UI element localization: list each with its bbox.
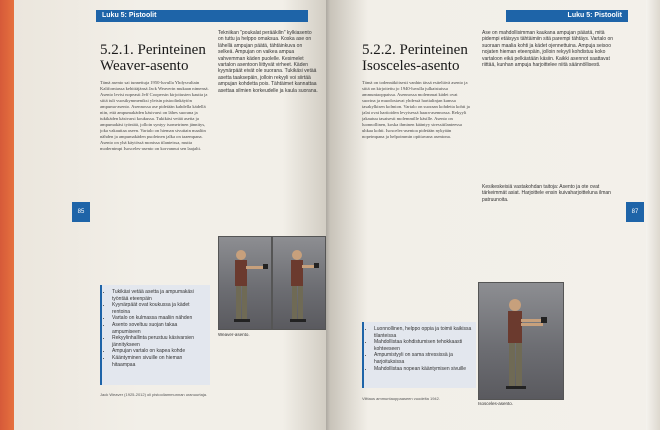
left-body-text: Tämä asento sai tunnettuja 1950-luvulla Yhdysvaltain Kaliforniassa kehittäjänsä Jack Weaverin mukaan nimensä. Asento levisi nopeasti Jeff Coopersin kirjoitusten kautta ja siitä tuli vuosikymmeniksi yleisin pistoolinkäytön ampuma-asento. Asennossa ase pidetään kahdella kädellä niin, että ampumakäden käsivarsi on lähes suorana ja tukikäden käsivarsi koukussa. Tukikäsi vetää asetta ja ampumakäsi työntää, jolloin syntyy isometrinen jännitys, joka vakauttaa aseen. Vartalo on hieman sivuttain maaliin nähden ja ampumakäden puoleinen jalka on taaempana. Asento on yhä käytössä monissa tilanteissa, mutta modernimpi Isosceles-asento on korvannut sen laajalti. [100, 80, 209, 151]
right-page-number-tab [626, 202, 644, 222]
right-chapter-header: Luku 5: Pistoolit [506, 10, 628, 22]
shooter-figure-icon [479, 283, 563, 399]
right-footnote: Viittaus ammuntaoppaaseen vuodelta 1942. [362, 396, 440, 401]
left-page-number: 85 [77, 209, 85, 215]
right-side-text-2: Kesikeskeisiä vastakohdan taitoja: Asento ja ote ovat tärkeimmät asiat. Harjoittele ensin kuivaharjoitteluna ilman patruunoita. [482, 184, 611, 203]
right-page-stack [646, 0, 660, 430]
list-item: • Rekyylinhallinta perustuu käsivarsien jännitykseen [112, 335, 206, 348]
list-item: • Ampujan vartalo on kapea kohde [112, 348, 206, 355]
left-photo-2 [272, 236, 326, 330]
list-item: • Mahdollistaa kohdistumisen tehokkaasti kohteeseen [374, 339, 472, 352]
right-section-title [362, 42, 502, 74]
left-summary-box [100, 285, 210, 385]
left-page-stack [0, 0, 14, 430]
right-side-text: Ase on mahdollisimman kaukana ampujan päästä, mitä pidempi etäisyys tähtäimiin sitä parempi tähtäys. Vartalo on suoraan maalia kohti ja kädet ojennettuina. Ampuja seisoo nojaten hieman eteenpäin, jolloin rekyyli kohdistuu koko vartaloon eikä pelkästään käsiin. Kaikki asennot saattavat riittää, kunhan ampuja harjoittelee niitä säännöllisesti. [482, 30, 614, 69]
shooter-figure-icon [219, 237, 271, 329]
list-item: • Tukikäsi vetää asetta ja ampumakäsi työntää eteenpäin [112, 289, 206, 302]
left-footnote: Jack Weaver (1925-2012) oli pistooliammunnan uranuurtaja. [100, 392, 208, 397]
left-page-number-tab [72, 202, 90, 222]
list-item: • Luonnollinen, helppo oppia ja toimii kaikissa tilanteissa [374, 326, 472, 339]
right-page-number: 87 [631, 209, 639, 215]
list-item: • Ampumistyyli on sama stressissä ja harjoituksissa [374, 352, 472, 365]
right-photo [478, 282, 564, 400]
right-title-line2: Isosceles-asento [362, 58, 460, 74]
list-item: • Kääntyminen sivuille on hieman hitaampaa [112, 355, 206, 368]
left-page [14, 0, 330, 430]
right-summary-list [364, 322, 476, 376]
right-summary-box [362, 322, 476, 388]
left-title-line2: Weaver-asento [100, 58, 189, 74]
left-side-text: Tekniikan "poukalat perääkilin" kylkiasento on tuttu ja helppo omaksua. Koska ase on lähellä ampujan päätä, tähtäinkuva on selkeä. Ampujan on vaikea ampua vahvemman käden puolelle. Kesimelet vartalon asentoon liittyvät virheet. Käden kyynärpäät eivät ole suorana. Tukikäsi vetää asetta taaksepäin, jolloin rekyyli voi siirtää ampujan kohdetta pois. Tähtäimet kannattaa asettaa silmien korkeudelle ja kaula suorana. [218, 30, 318, 94]
left-summary-list [102, 285, 210, 372]
right-title-line1: 5.2.2. Perinteinen [362, 42, 468, 58]
right-photo-caption: Isosceles-asento. [478, 401, 514, 406]
right-page [330, 0, 646, 430]
right-body-text: Tämä on todennäköisesti vanhin tässä esiteltävä asento ja siitä on kirjoitettu jo 1940-luvulla julkaistuissa ammuntaoppaissa. Asennossa molemmat kädet ovat suorina ja muodostavat yhdessä hartialinjan kanssa tasakylkisen kolmion. Vartalo on suoraan kohdetta kohti ja jalat ovat hartioiden levyisessä haara-asennossa. Rekyyli jakautuu tasaisesti molemmille käsille. Asento on luonnollinen, koska ihminen kääntyy stressitilanteessa uhkaa kohti. Isosceles-asentoa pidetään nykyään nopeimpana ja helpoimmin opittavana asentona. [362, 80, 470, 139]
list-item: • Vartalo on kulmassa maaliin nähden [112, 315, 206, 322]
list-item: • Asento soveltuu suojan takaa ampumiseen [112, 322, 206, 335]
list-item: • Mahdollistaa nopean kääntymisen sivuille [374, 366, 472, 373]
left-title-line1: 5.2.1. Perinteinen [100, 42, 206, 58]
left-photo-caption: Weaver-asento. [218, 332, 250, 337]
shooter-figure-icon [273, 237, 325, 329]
list-item: • Kyynärpäät ovat koukussa ja kädet rentoina [112, 302, 206, 315]
left-chapter-header: Luku 5: Pistoolit [96, 10, 308, 22]
left-photo-1 [218, 236, 272, 330]
